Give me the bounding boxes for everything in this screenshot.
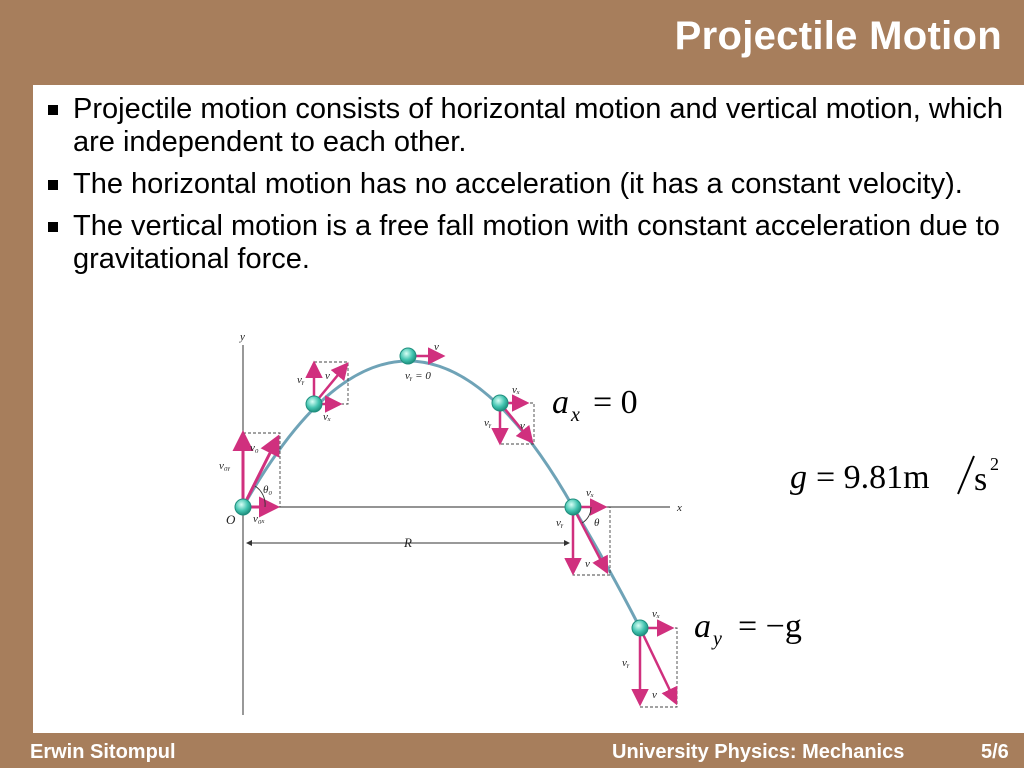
ball-landing-level [565, 499, 581, 515]
ball-falling [492, 395, 508, 411]
y-axis-label: y [240, 331, 245, 343]
v-top-label: v [434, 341, 439, 353]
footer-course: University Physics: Mechanics [612, 741, 905, 763]
ball-below [632, 620, 648, 636]
vy3-label: vᵧ [484, 417, 492, 429]
origin-label: O [226, 512, 236, 527]
svg-text:g: g [790, 459, 807, 496]
vx5-label: vₓ [652, 608, 661, 620]
equation-ay [694, 608, 802, 650]
v4-vector [573, 507, 607, 572]
theta-arc [582, 507, 591, 523]
svg-text:= 0: = 0 [593, 384, 638, 421]
v4-label: v [585, 558, 590, 570]
trajectory-curve [243, 361, 640, 628]
svg-text:s: s [974, 461, 988, 498]
vx3-label: vₓ [512, 384, 521, 396]
svg-text:2: 2 [990, 454, 999, 474]
svg-text:a: a [552, 384, 569, 421]
ball-launch [235, 499, 251, 515]
v3-label: v [520, 420, 525, 432]
svg-text:y: y [713, 628, 722, 650]
vy1-label: vᵧ [297, 374, 305, 386]
vy4-label: vᵧ [556, 517, 564, 529]
v0x-label: v₀ₓ [253, 513, 265, 525]
v0-label: v₀ [250, 442, 259, 454]
ball-apex [400, 348, 416, 364]
equation-ax [552, 384, 638, 426]
vy-zero-label: vᵧ = 0 [405, 370, 431, 382]
v0-vector [243, 437, 278, 507]
v5-vector [640, 628, 676, 703]
bullet-item: The vertical motion is a free fall motion with constant acceleration due to gravitational force. [45, 210, 1005, 276]
svg-text:a: a [694, 608, 711, 645]
bullet-item: Projectile motion consists of horizontal motion and vertical motion, which are independent to each other. [45, 93, 1005, 159]
v0y-label: v₀ᵧ [219, 460, 231, 472]
equation-g [790, 454, 999, 498]
footer-page-number: 5/6 [981, 741, 1009, 763]
bullet-item: The horizontal motion has no acceleration (it has a constant velocity). [45, 168, 1005, 201]
slide-title: Projectile Motion [674, 14, 1002, 58]
theta-label: θ [594, 517, 600, 529]
svg-text:x: x [571, 404, 580, 426]
v5-label: v [652, 689, 657, 701]
range-label: R [404, 535, 412, 550]
x-axis-label: x [677, 502, 682, 514]
theta0-label: θ₀ [263, 484, 273, 496]
ball-rising [306, 396, 322, 412]
vy5-label: vᵧ [622, 657, 630, 669]
vx4-label: vₓ [586, 487, 595, 499]
vx1-label: vₓ [323, 411, 332, 423]
svg-text:= 9.81m: = 9.81m [816, 459, 930, 496]
svg-text:= −g: = −g [738, 608, 802, 645]
v1-label: v [325, 370, 330, 382]
footer-author: Erwin Sitompul [30, 741, 176, 763]
